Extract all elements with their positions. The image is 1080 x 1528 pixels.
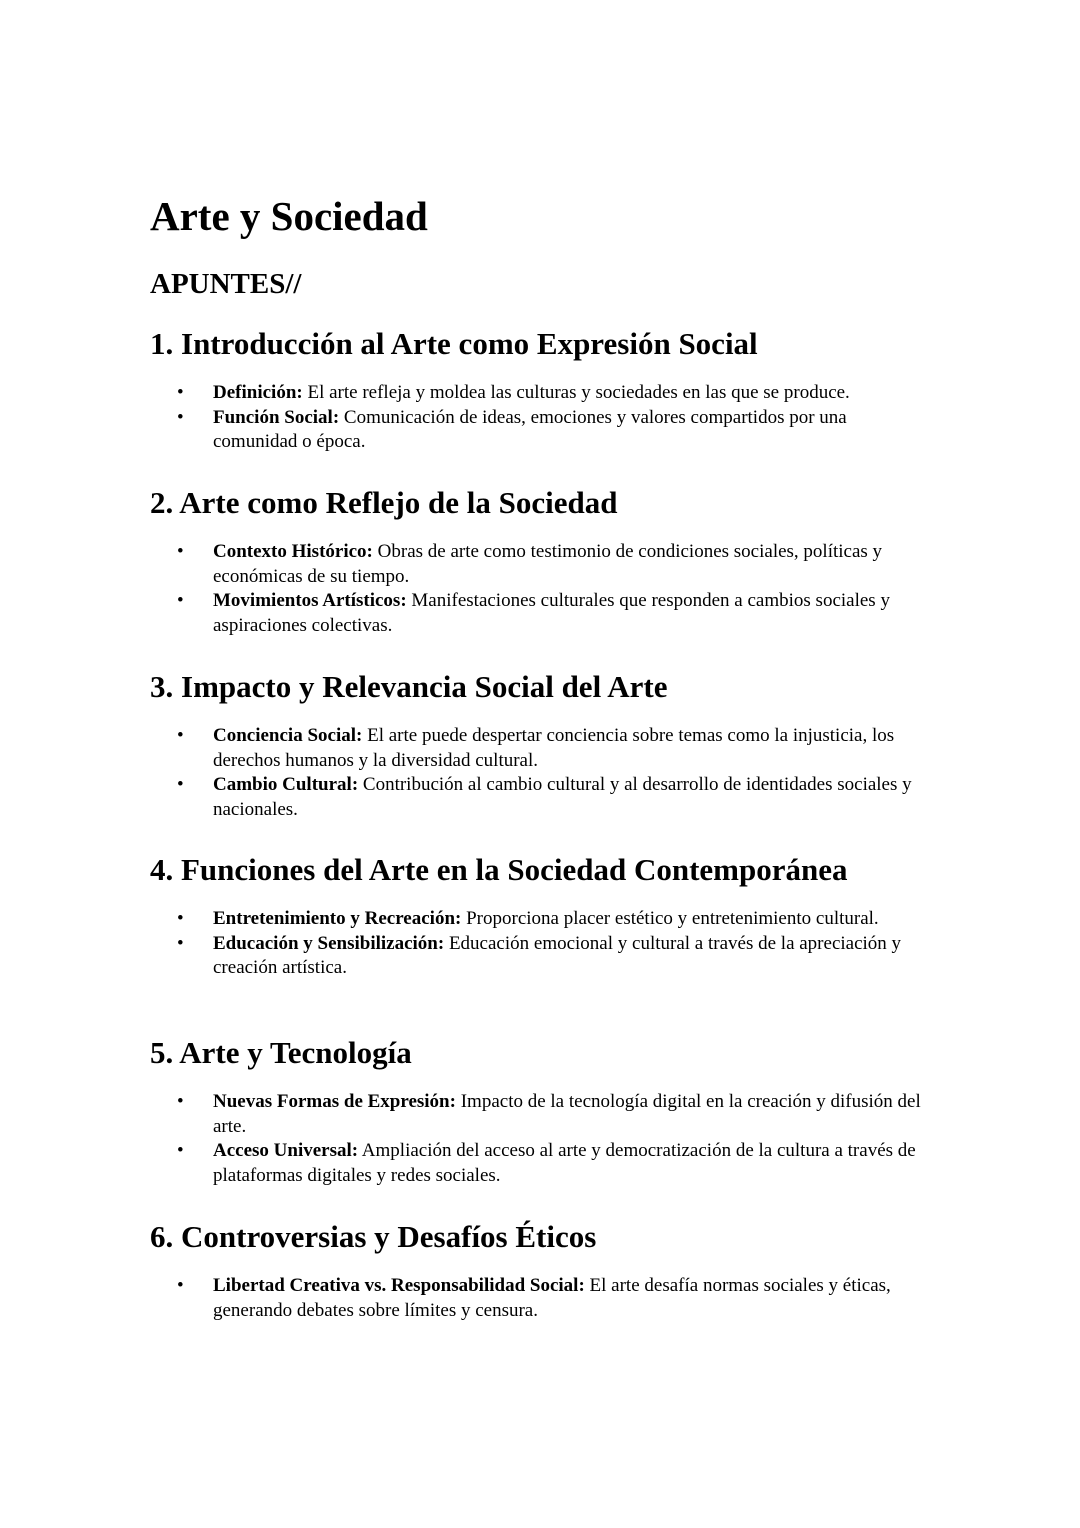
- item-text: Proporciona placer estético y entretenimiento cultural.: [461, 908, 879, 929]
- section-heading: 6. Controversias y Desafíos Éticos: [150, 1219, 597, 1254]
- item-term: Libertad Creativa vs. Responsabilidad Social:: [213, 1275, 585, 1296]
- section: [150, 1035, 950, 1188]
- item-term: Conciencia Social:: [213, 725, 363, 746]
- item-text: Manifestaciones culturales que responden a cambios sociales y aspiraciones colectivas.: [213, 590, 890, 636]
- bullet-icon: •: [177, 1140, 184, 1161]
- section: [150, 326, 950, 455]
- section-heading: 2. Arte como Reflejo de la Sociedad: [150, 485, 618, 520]
- list-item: [177, 1274, 928, 1323]
- bullet-icon: •: [177, 590, 184, 611]
- section: [150, 669, 950, 822]
- item-term: Contexto Histórico:: [213, 541, 373, 562]
- item-term: Acceso Universal:: [213, 1140, 359, 1161]
- item-text: El arte refleja y moldea las culturas y sociedades en las que se produce.: [302, 382, 850, 403]
- document-title: Arte y Sociedad: [150, 193, 428, 239]
- item-term: Nuevas Formas de Expresión:: [213, 1091, 456, 1112]
- bullet-icon: •: [177, 725, 184, 746]
- bullet-list: [150, 540, 950, 638]
- item-text: Comunicación de ideas, emociones y valores compartidos por una comunidad o época.: [213, 406, 847, 452]
- list-item: [177, 540, 928, 589]
- bullet-icon: •: [177, 1091, 184, 1112]
- bullet-list: [150, 381, 950, 455]
- section-heading: 5. Arte y Tecnología: [150, 1035, 412, 1070]
- bullet-icon: •: [177, 541, 184, 562]
- list-item: [177, 1139, 928, 1188]
- bullet-icon: •: [177, 774, 184, 795]
- section: [150, 485, 950, 638]
- item-text: Ampliación del acceso al arte y democratización de la cultura a través de plataformas digitales y redes sociales.: [213, 1140, 916, 1186]
- item-term: Función Social:: [213, 406, 340, 428]
- bullet-icon: •: [177, 932, 184, 954]
- section-heading: 4. Funciones del Arte en la Sociedad Contemporánea: [150, 852, 848, 887]
- list-item: [177, 907, 928, 932]
- bullet-list: [150, 1274, 950, 1323]
- bullet-list: [150, 724, 950, 822]
- section: [150, 1219, 950, 1323]
- bullet-icon: •: [177, 1275, 184, 1296]
- item-text: El arte desafía normas sociales y éticas, generando debates sobre límites y censura.: [213, 1275, 891, 1321]
- item-text: Educación emocional y cultural a través de la apreciación y creación artística.: [213, 932, 902, 978]
- bullet-list: [150, 1090, 950, 1188]
- list-item: [177, 406, 928, 455]
- list-item: [177, 724, 928, 773]
- list-item: [177, 932, 928, 981]
- list-item: [177, 589, 928, 638]
- item-term: Movimientos Artísticos:: [213, 590, 407, 611]
- item-term: Educación y Sensibilización:: [213, 932, 445, 954]
- item-text: Contribución al cambio cultural y al desarrollo de identidades sociales y nacionales.: [213, 774, 912, 820]
- item-text: El arte puede despertar conciencia sobre temas como la injusticia, los derechos humanos y la diversidad cultural.: [213, 725, 895, 771]
- item-term: Entretenimiento y Recreación:: [213, 908, 462, 929]
- item-text: Obras de arte como testimonio de condiciones sociales, políticas y económicas de su tiempo.: [213, 541, 883, 587]
- item-term: Definición:: [213, 382, 303, 403]
- list-item: [177, 773, 928, 822]
- bullet-icon: •: [177, 382, 184, 403]
- bullet-list: [150, 907, 950, 981]
- section: [150, 852, 950, 981]
- bullet-icon: •: [177, 908, 184, 929]
- document-subtitle: APUNTES//: [150, 268, 302, 300]
- item-term: Cambio Cultural:: [213, 774, 359, 795]
- item-text: Impacto de la tecnología digital en la creación y difusión del arte.: [213, 1091, 921, 1137]
- list-item: [177, 381, 928, 406]
- section-heading: 3. Impacto y Relevancia Social del Arte: [150, 669, 668, 704]
- bullet-icon: •: [177, 406, 184, 428]
- section-heading: 1. Introducción al Arte como Expresión Social: [150, 326, 758, 361]
- list-item: [177, 1090, 928, 1139]
